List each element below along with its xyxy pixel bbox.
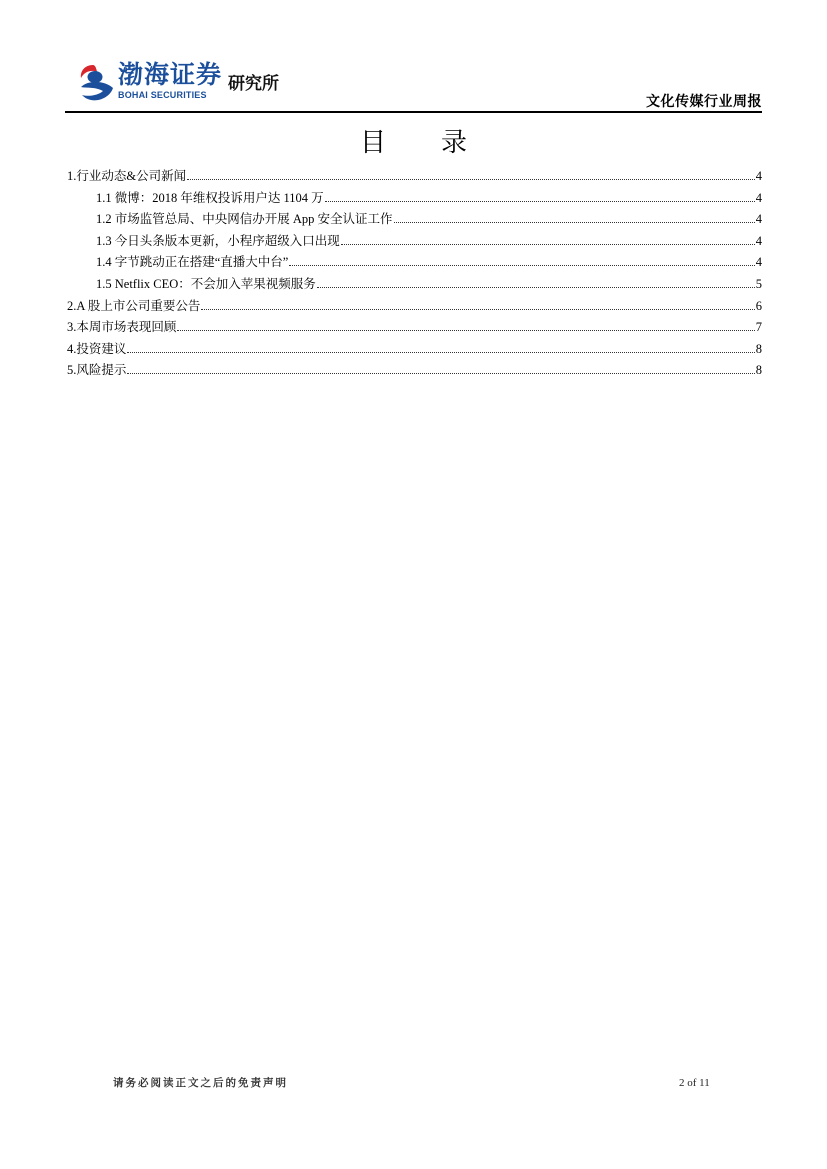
toc-entry-label: 1.2 市场监管总局、中央网信办开展 App 安全认证工作 [96, 212, 393, 227]
toc-entry-page: 4 [755, 233, 762, 248]
toc-entry-label: 1.行业动态&公司新闻 [67, 169, 187, 183]
footer-disclaimer: 请务必阅读正文之后的免责声明 [113, 1077, 288, 1089]
toc-dot-leader [177, 330, 754, 331]
toc-entry-page: 4 [755, 190, 762, 205]
toc-entry-page: 8 [755, 363, 762, 378]
bohai-securities-logo-icon [78, 64, 114, 104]
logo-name-en: BOHAI SECURITIES [118, 90, 207, 100]
toc-entry-page: 4 [755, 169, 762, 183]
toc-entry-label: 1.5 Netflix CEO：不会加入苹果视频服务 [96, 276, 316, 291]
toc-entry-label: 4.投资建议 [67, 341, 127, 356]
toc-entry-section-1-2[interactable] [67, 209, 762, 231]
toc-entry-section-5[interactable] [67, 360, 762, 382]
toc-entry-page: 5 [755, 276, 762, 291]
toc-dot-leader [127, 373, 754, 374]
toc-entry-section-1-4[interactable] [67, 252, 762, 274]
toc-entry-section-4[interactable] [67, 339, 762, 361]
toc-entry-label: 1.3 今日头条版本更新，小程序超级入口出现 [96, 233, 340, 248]
toc-title: 目 录 [359, 128, 481, 157]
toc-entry-section-1-3[interactable] [67, 231, 762, 253]
toc-entry-section-3[interactable] [67, 317, 762, 339]
toc-entry-page: 4 [755, 255, 762, 270]
toc-entry-section-1[interactable] [67, 166, 762, 188]
toc-dot-leader [289, 265, 754, 266]
toc-entry-label: 3.本周市场表现回顾 [67, 320, 177, 335]
institute-label: 研究所 [228, 74, 279, 93]
toc-entry-page: 8 [755, 341, 762, 356]
logo-name-cn: 渤海证券 [118, 62, 223, 89]
toc-entry-page: 4 [755, 212, 762, 227]
toc-dot-leader [341, 244, 755, 245]
toc-dot-leader [201, 309, 754, 310]
toc-dot-leader [187, 179, 755, 180]
toc-dot-leader [394, 222, 755, 223]
toc-entry-label: 2.A 股上市公司重要公告 [67, 298, 201, 313]
toc-entry-label: 5.风险提示 [67, 363, 127, 378]
page-number: 2 of 11 [679, 1077, 710, 1089]
toc-dot-leader [317, 287, 755, 288]
table-of-contents [67, 166, 762, 382]
toc-entry-page: 7 [755, 320, 762, 335]
header-divider [65, 111, 762, 113]
toc-dot-leader [127, 352, 754, 353]
toc-entry-section-2[interactable] [67, 296, 762, 318]
report-type-title: 文化传媒行业周报 [646, 93, 762, 109]
toc-entry-section-1-5[interactable] [67, 274, 762, 296]
toc-entry-section-1-1[interactable] [67, 188, 762, 210]
toc-dot-leader [325, 201, 755, 202]
toc-entry-label: 1.1 微博：2018 年维权投诉用户达 1104 万 [96, 190, 324, 205]
toc-entry-page: 6 [755, 298, 762, 313]
toc-entry-label: 1.4 字节跳动正在搭建“直播大中台” [96, 255, 289, 270]
